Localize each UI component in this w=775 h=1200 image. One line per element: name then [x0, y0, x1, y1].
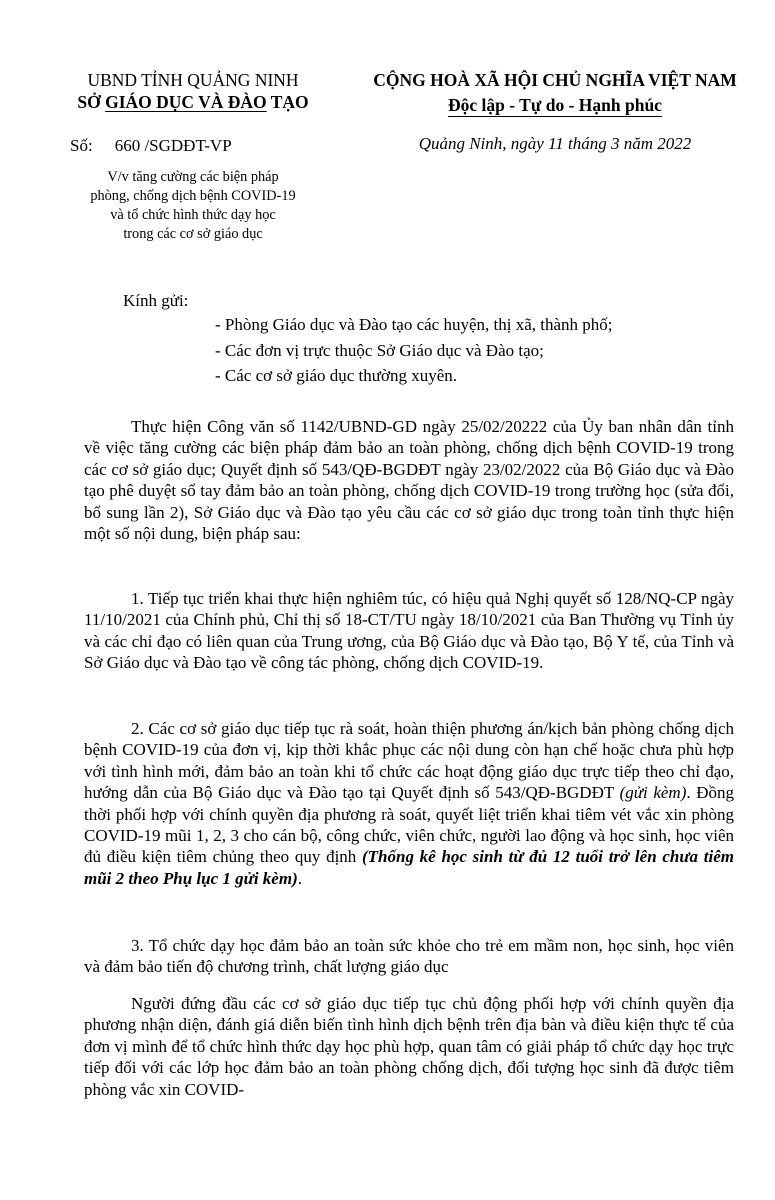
subject-line: V/v tăng cường các biện pháp [107, 169, 279, 185]
national-motto [350, 95, 760, 116]
recipient-item: - Các đơn vị trực thuộc Sở Giáo dục và Đào tạo; [215, 341, 544, 360]
item-1-paragraph: 1. Tiếp tục triển khai thực hiện nghiêm túc, có hiệu quả Nghị quyết số 128/NQ-CP ngày 11/10/2021 của Chính phủ, Chỉ thị số 18-CT/TU ngày 18/10/2021 của Ban Thường vụ Tỉnh ủy và các chỉ đạo có liên quan của Trung ương, của Bộ Giáo dục và Đào tạo, Bộ Y tế, của Tỉnh và Sở Giáo dục và Đào tạo về công tác phòng, chống dịch COVID-19. [84, 589, 734, 673]
item-2-text-e: . [297, 868, 302, 888]
recipient-item: - Các cơ sở giáo dục thường xuyên. [215, 366, 458, 385]
item-2-text-c: . Đồng thời phối hợp với chính quyền địa phương rà soát, quyết liệt triển khai tiêm vét vắc xin phòng COVID-19 mũi 1, 2, 3 cho cán bộ, công chức, viên chức, người lao động và học sinh, học viên đủ điều kiện tiêm chủng theo quy định [84, 783, 735, 867]
item-3-detail-paragraph: Người đứng đầu các cơ sở giáo dục tiếp tục chủ động phối hợp với chính quyền địa phương nhận diện, đánh giá diễn biến tình hình dịch bệnh trên địa bàn và điều kiện thực tế của đơn vị mình để tổ chức hình thức dạy học phù hợp, quan tâm có giải pháp tổ chức dạy học trực tiếp đối với các lớp học đảm bảo an toàn phòng chống dịch, đối tượng học sinh đã được tiêm phòng vắc xin COVID- [84, 994, 734, 1099]
item-2-statistics-note: (Thống kê học sinh từ đủ 12 tuổi trở lên chưa tiêm mũi 2 theo Phụ lục 1 gửi kèm) [84, 847, 734, 888]
recipients-label: Kính gửi: [123, 291, 189, 310]
subject-line: và tổ chức hình thức dạy học [110, 207, 276, 223]
document-number [70, 136, 232, 156]
issuing-department-underlined: GIÁO DỤC VÀ ĐÀO [105, 92, 267, 112]
recipient-item: - Phòng Giáo dục và Đào tạo các huyện, thị xã, thành phố; [215, 315, 613, 334]
document-number-value: 660 /SGDĐT-VP [114, 136, 232, 155]
item-2-text-a: 2. Các cơ sở giáo dục tiếp tục rà soát, hoàn thiện phương án/kịch bản phòng chống dịch bệnh COVID-19 của đơn vị, kịp thời khắc phục các nội dung còn hạn chế hoặc chưa phù hợp với tình hình mới, đảm bảo an toàn khi tổ chức các hoạt động giáo dục trực tiếp theo chỉ đạo, hướng dẫn của Bộ Giáo dục và Đào tạo tại Quyết định số 543/QĐ-BGDĐT [84, 719, 734, 803]
subject-line: phòng, chống dịch bệnh COVID-19 [90, 188, 296, 204]
item-2-paragraph [84, 718, 734, 889]
issuing-authority: UBND TỈNH QUẢNG NINH [87, 70, 299, 90]
item-3-paragraph: 3. Tổ chức dạy học đảm bảo an toàn sức khỏe cho trẻ em mầm non, học sinh, học viên và đảm bảo tiến độ chương trình, chất lượng giáo dục [84, 936, 734, 977]
document-date: Quảng Ninh, ngày 11 tháng 3 năm 2022 [418, 134, 692, 153]
item-2-attachment-note: (gửi kèm) [619, 783, 687, 803]
intro-paragraph: Thực hiện Công văn số 1142/UBND-GD ngày 25/02/20222 của Ủy ban nhân dân tỉnh về việc tăng cường các biện pháp đảm bảo an toàn phòng, chống dịch bệnh COVID-19 trong các cơ sở giáo dục; Quyết định số 543/QĐ-BGDĐT ngày 23/02/2022 của Bộ Giáo dục và Đào tạo phê duyệt sổ tay đảm bảo an toàn phòng, chống dịch COVID-19 trong trường học (sửa đổi, bổ sung lần 2), Sở Giáo dục và Đào tạo yêu cầu các cơ sở giáo dục trong toàn tỉnh thực hiện một số nội dung, biện pháp sau: [84, 417, 734, 544]
issuing-department-prefix: SỞ [77, 92, 106, 112]
document-number-label: Số: [70, 136, 93, 155]
document-subject [48, 168, 338, 244]
national-motto-text: Độc lập - Tự do - Hạnh phúc [448, 95, 662, 115]
issuing-department-suffix: TẠO [266, 92, 309, 112]
national-title: CỘNG HOÀ XÃ HỘI CHỦ NGHĨA VIỆT NAM [373, 70, 737, 90]
subject-line: trong các cơ sở giáo dục [123, 226, 263, 242]
issuing-department [48, 92, 338, 113]
